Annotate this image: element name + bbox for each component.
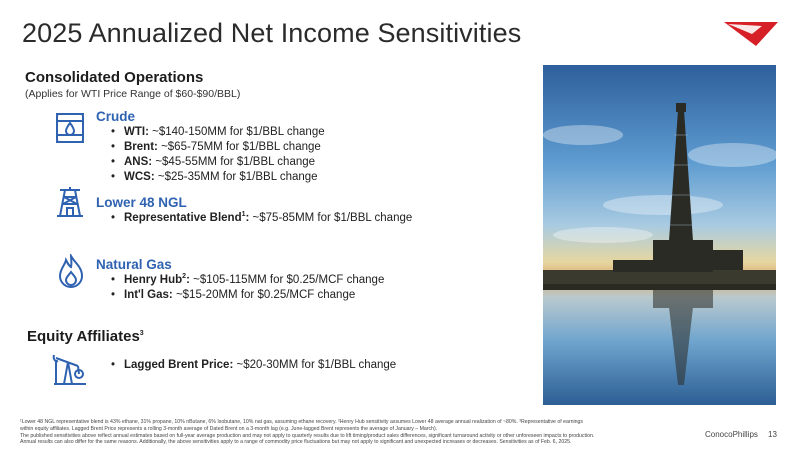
natural-gas-title: Natural Gas bbox=[96, 257, 172, 272]
list-item bbox=[111, 211, 412, 226]
wti-range-note: (Applies for WTI Price Range of $60-$90/BBL) bbox=[25, 88, 241, 100]
list-item bbox=[111, 273, 384, 288]
equity-affiliates-heading bbox=[27, 328, 144, 345]
footnote-ref: 3 bbox=[139, 330, 144, 337]
footnote-ref: 2 bbox=[182, 273, 187, 281]
ngl-title: Lower 48 NGL bbox=[96, 195, 187, 210]
list-item bbox=[111, 125, 325, 140]
drilling-rig-photo bbox=[543, 65, 776, 405]
item-value: ~$45-55MM for $1/BBL change bbox=[152, 156, 316, 168]
item-value: ~$75-85MM for $1/BBL change bbox=[249, 212, 413, 224]
item-label: Brent: bbox=[124, 141, 158, 153]
crude-list bbox=[111, 125, 325, 185]
item-label: Int'l Gas: bbox=[124, 289, 173, 301]
list-item bbox=[111, 140, 325, 155]
item-label: Henry Hub bbox=[124, 274, 183, 286]
heading-text: Equity Affiliates bbox=[27, 328, 140, 345]
footnote-line: within equity affiliates. Lagged Brent Price represents a rolling 3-month average of Dated Brent on a 3-month lag (e.g. June-lagged Brent represents the average of January – March). bbox=[20, 425, 438, 432]
list-item bbox=[111, 155, 325, 170]
item-label: WCS: bbox=[124, 171, 155, 183]
footnote-line: The published sensitivities above reflect annual estimates based on full-year average production and may not apply to quarterly results due to lift timing/product sales differences, significant turnaround activity or other unforeseen impacts to production. bbox=[20, 432, 595, 439]
item-label: Representative Blend bbox=[124, 212, 242, 224]
consolidated-operations-heading: Consolidated Operations bbox=[25, 69, 204, 86]
equity-list bbox=[111, 358, 396, 373]
item-value: ~$65-75MM for $1/BBL change bbox=[157, 141, 321, 153]
item-value: ~$140-150MM for $1/BBL change bbox=[148, 126, 325, 138]
crude-title: Crude bbox=[96, 109, 136, 124]
item-value: ~$20-30MM for $1/BBL change bbox=[233, 359, 397, 371]
item-value: ~$105-115MM for $0.25/MCF change bbox=[189, 274, 385, 286]
item-label: Lagged Brent Price: bbox=[124, 359, 234, 371]
footer-brand: ConocoPhillips bbox=[705, 430, 758, 439]
list-item bbox=[111, 358, 396, 373]
footnotes bbox=[20, 419, 700, 446]
flame-icon bbox=[55, 254, 87, 288]
footnote-line: Annual results can also differ for the same reasons. Additionally, the above sensitivities apply to a range of commodity price fluctuations but may not apply to significant and unexpected increases or decreases. Sensitivities as of Feb. 6, 2025. bbox=[20, 439, 572, 446]
page-number: 13 bbox=[768, 430, 777, 439]
footnote-ref: 1 bbox=[241, 211, 246, 219]
oil-barrel-icon bbox=[54, 110, 86, 144]
conocophillips-logo bbox=[722, 20, 780, 50]
item-label: WTI: bbox=[124, 126, 149, 138]
pump-jack-icon bbox=[52, 352, 88, 386]
page-title: 2025 Annualized Net Income Sensitivities bbox=[22, 18, 522, 48]
list-item bbox=[111, 288, 384, 303]
list-item bbox=[111, 170, 325, 185]
footnote-line: ¹Lower 48 NGL representative blend is 43% ethane, 31% propane, 10% nButane, 6% Isobutane, 10% nat gas, assuming ethane recovery. ²Henry Hub sensitivity assumes Lower 48 average annual realization of ~80%. ³Representative of earnings bbox=[20, 419, 584, 425]
item-value: ~$15-20MM for $0.25/MCF change bbox=[172, 289, 356, 301]
gas-list bbox=[111, 273, 384, 303]
item-value: ~$25-35MM for $1/BBL change bbox=[154, 171, 318, 183]
item-label: ANS: bbox=[124, 156, 153, 168]
drilling-rig-icon bbox=[54, 186, 86, 220]
ngl-list bbox=[111, 211, 412, 226]
item-colon: : bbox=[245, 212, 250, 224]
item-colon: : bbox=[186, 274, 190, 286]
